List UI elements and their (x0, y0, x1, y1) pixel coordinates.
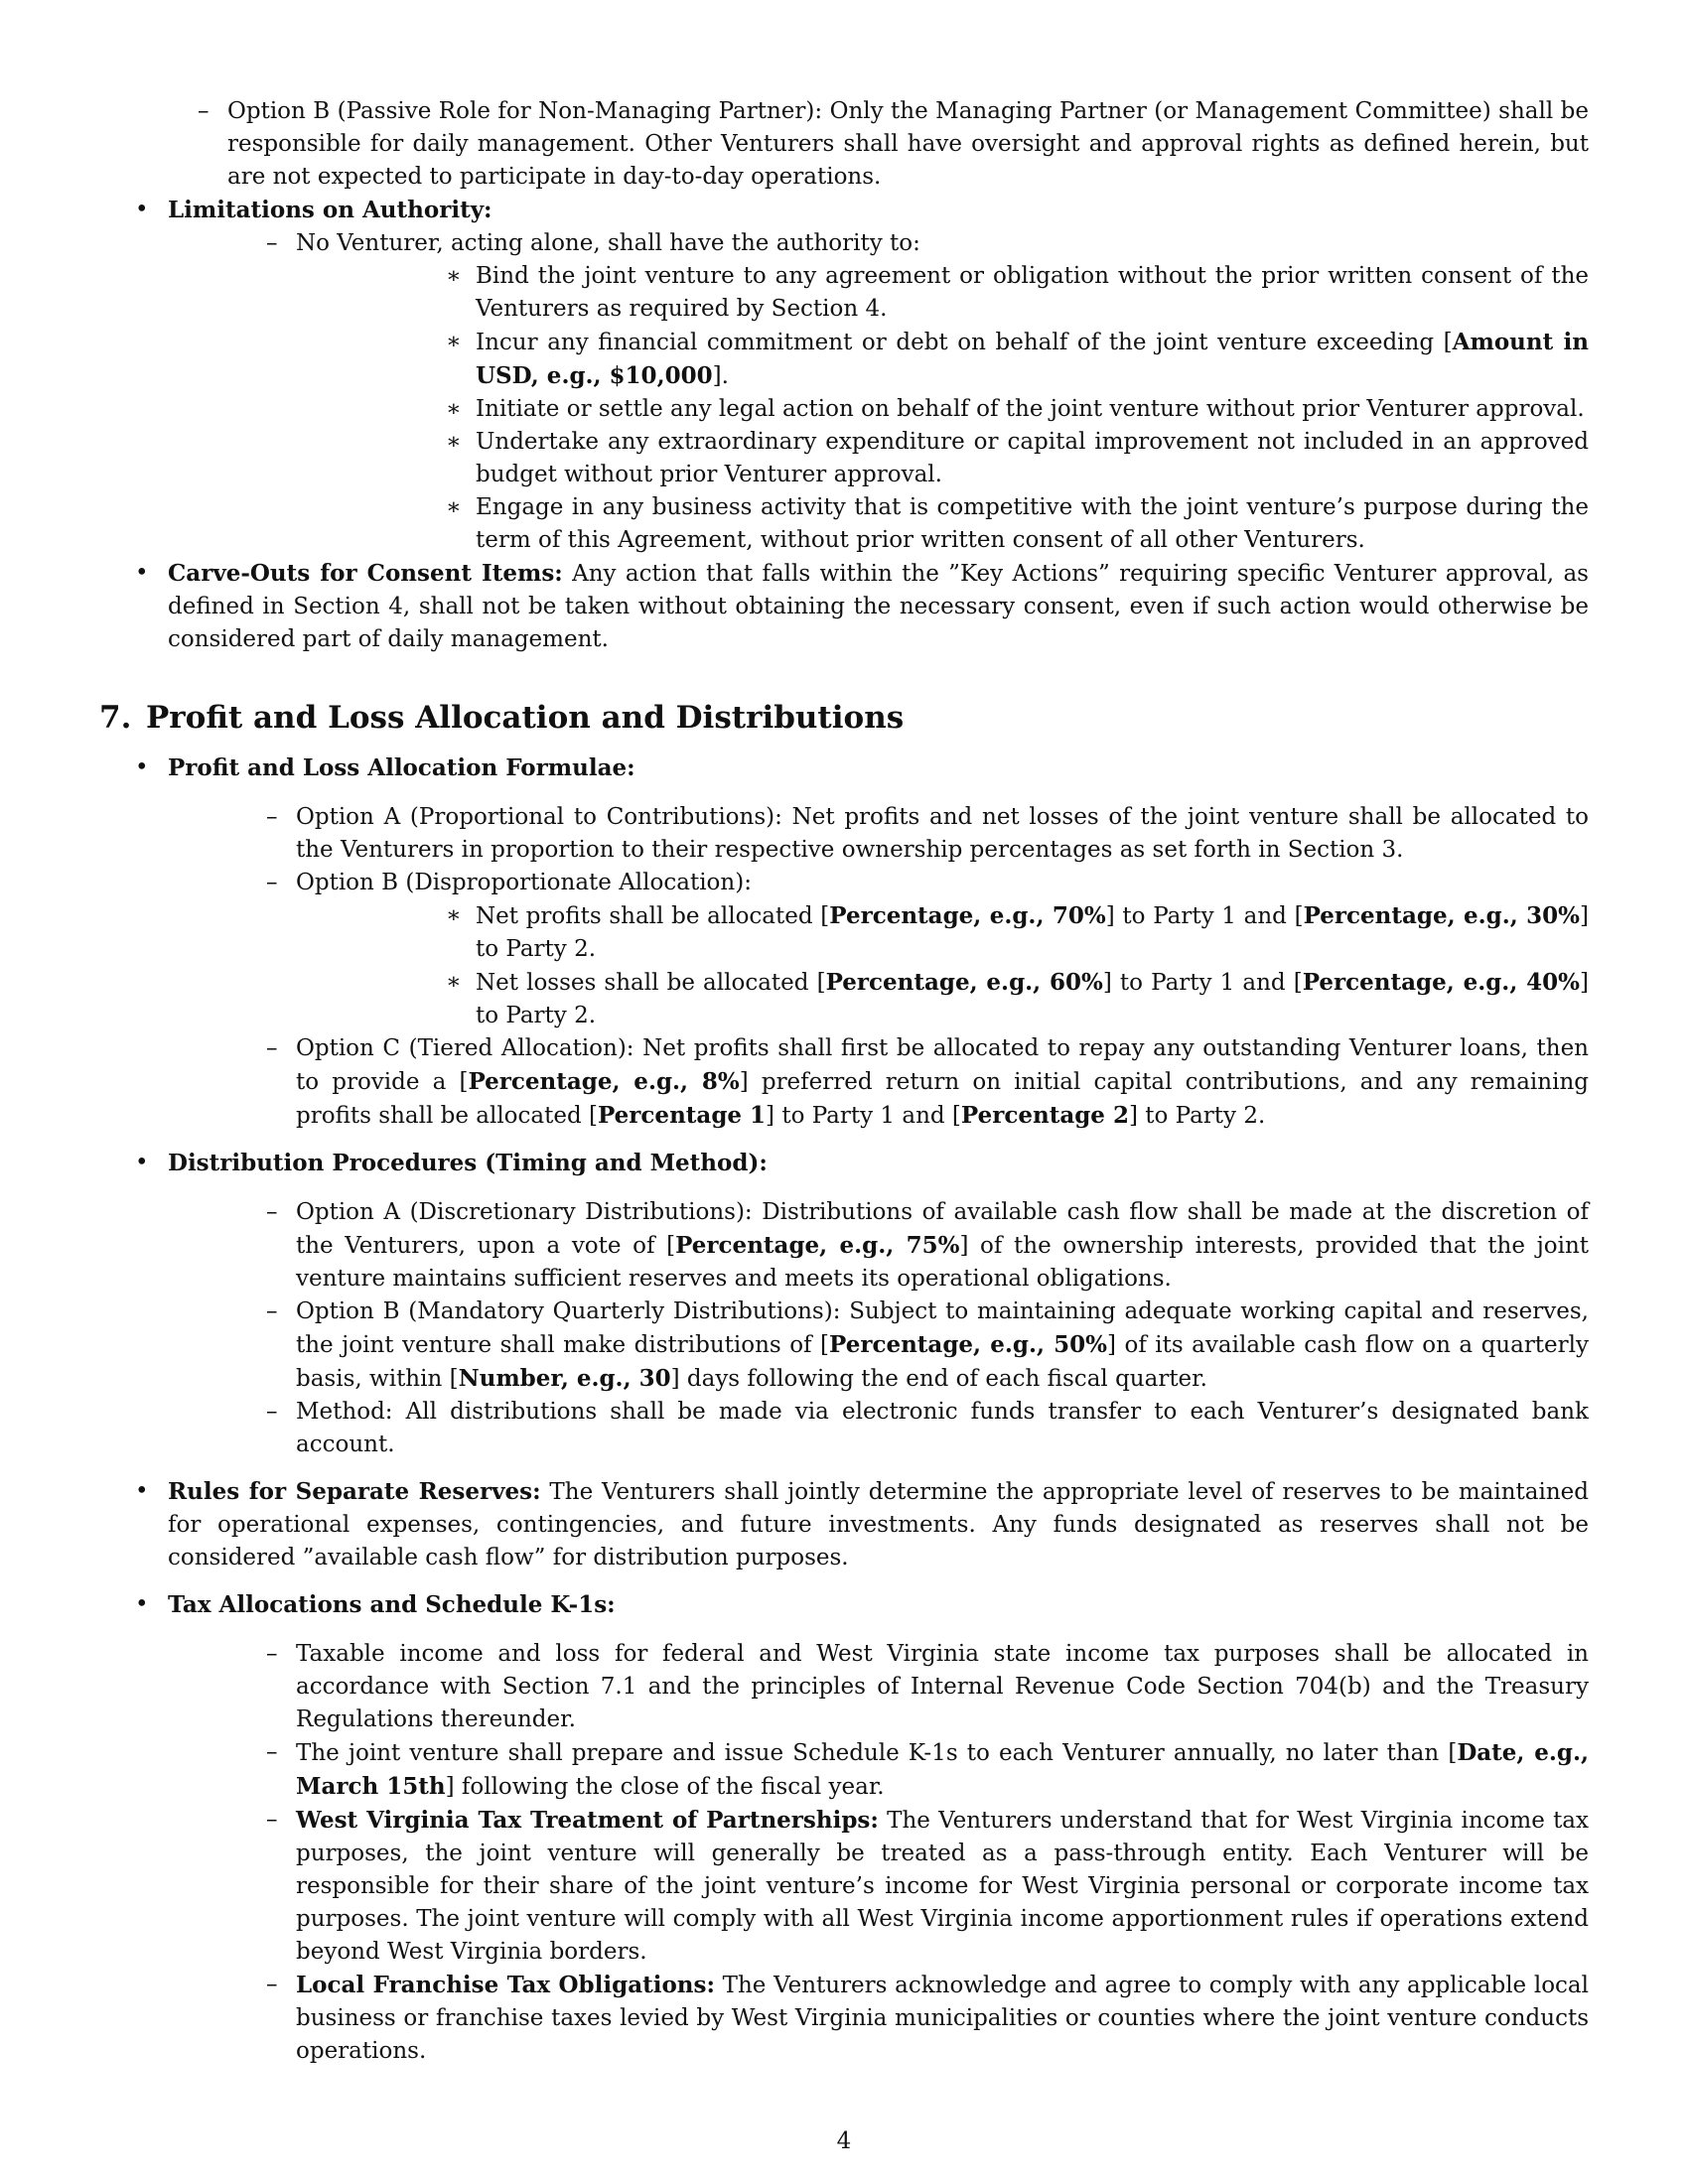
limitations-heading: Limitations on Authority: (168, 197, 492, 223)
limitation-competition: ∗ Engage in any business activity that is competitive with the joint venture’s purpose during the term of this Agreement, without prior written consent of all other Venturers. (296, 491, 1589, 557)
limitations-item (99, 194, 1589, 557)
tax-k1: – The joint venture shall prepare and issue Schedule K-1s to each Venturer annually, no later than [Date, e.g., March 15th] following the close of the fiscal year. (168, 1736, 1589, 1804)
pl-option-c: – Option C (Tiered Allocation): Net profits shall first be allocated to repay any outstanding Venturer loans, then to provide a [Percentage, e.g., 8%] preferred return on initial capital contributions, and any remaining profits shall be allocated [Percentage 1] to Party 1 and [Percentage 2] to Party 2. (168, 1032, 1589, 1133)
distribution-item (99, 1147, 1589, 1461)
distribution-heading: Distribution Procedures (Timing and Method): (168, 1150, 768, 1176)
section-7-title: 7. Profit and Loss Allocation and Distributions (99, 700, 905, 736)
limitation-expenditure: ∗ Undertake any extraordinary expenditure or capital improvement not included in an approved budget without prior Venturer approval. (296, 426, 1589, 491)
dist-option-b: – Option B (Mandatory Quarterly Distributions): Subject to maintaining adequate working capital and reserves, the joint venture shall make distributions of [Percentage, e.g., 50%] of its available cash flow on a quarterly basis, within [Number, e.g., 30] days following the end of each fiscal quarter. (168, 1296, 1589, 1396)
tax-local-franchise: – Local Franchise Tax Obligations: The Venturers acknowledge and agree to comply with any applicable local business or franchise taxes levied by West Virginia municipalities or counties where the joint venture conducts operations. (168, 1969, 1589, 2068)
limitations-intro: – No Venturer, acting alone, shall have the authority to: ∗ Bind the joint venture to any agreement or obligation without the prior written consent of the Venturers as required by Section 4. ∗ Incur any financial commitment or debt on behalf of the joint venture exceeding [Amount in USD, e.g., $10,000]. ∗ Initiate or settle any legal action on behalf of the joint venture without prior Venturer approval. ∗ Undertake any extraordinary expenditure or capital improvement not included in an approved budget without prior Venturer approval. ∗ Engage in any business activity that is competitive with the joint venture’s purpose during the term of this Agreement, without prior written consent of all other Venturers. (168, 227, 1589, 557)
carveouts-item: • Carve-Outs for Consent Items: Any action that falls within the ”Key Actions” requiring specific Venturer approval, as defined in Section 4, shall not be taken without obtaining the necessary consent, even if such action would otherwise be considered part of daily management. (99, 557, 1589, 656)
page-content (99, 95, 1589, 2068)
carveouts-heading: Carve-Outs for Consent Items: (168, 560, 563, 587)
limitations-list (99, 194, 1589, 656)
tax-allocation: – Taxable income and loss for federal and West Virginia state income tax purposes shall be allocated in accordance with Section 7.1 and the principles of Internal Revenue Code Section 704(b) and the Treasury Regulations thereunder. (168, 1638, 1589, 1736)
limitation-debt: ∗ Incur any financial commitment or debt on behalf of the joint venture exceeding [Amount in USD, e.g., $10,000]. (296, 326, 1589, 393)
pl-net-profits: ∗ Net profits shall be allocated [Percentage, e.g., 70%] to Party 1 and [Percentage, e.g., 30%] to Party 2. (296, 899, 1589, 966)
reserves-heading: Rules for Separate Reserves: (168, 1478, 541, 1505)
pl-option-a: – Option A (Proportional to Contributions): Net profits and net losses of the joint venture shall be allocated to the Venturers in proportion to their respective ownership percentages as set forth in Section 3. (168, 801, 1589, 867)
page-number: 4 (836, 2128, 852, 2154)
option-b-passive-role: – Option B (Passive Role for Non-Managing Partner): Only the Managing Partner (or Management Committee) shall be responsible for daily management. Other Venturers shall have oversight and approval rights as defined herein, but are not expected to participate in day-to-day operations. (99, 95, 1589, 194)
pl-allocation-item (99, 751, 1589, 1133)
pl-option-b: – Option B (Disproportionate Allocation): ∗ Net profits shall be allocated [Percentage, e.g., 70%] to Party 1 and [Percentage, e.g., 30%] to Party 2. ∗ Net losses shall be allocated [Percentage, e.g., 60%] to Party 1 and [Percentage, e.g., 40%] to Party 2. (168, 867, 1589, 1032)
section-7-list (99, 751, 1589, 2068)
dist-method: – Method: All distributions shall be made via electronic funds transfer to each Venturer’s designated bank account. (168, 1396, 1589, 1461)
tax-heading: Tax Allocations and Schedule K-1s: (168, 1591, 616, 1618)
pl-heading: Profit and Loss Allocation Formulae: (168, 754, 635, 781)
limitation-legal: ∗ Initiate or settle any legal action on behalf of the joint venture without prior Venturer approval. (296, 393, 1589, 426)
tax-wv-treatment: – West Virginia Tax Treatment of Partnerships: The Venturers understand that for West Virginia income tax purposes, the joint venture will generally be treated as a pass-through entity. Each Venturer will be responsible for their share of the joint venture’s income for West Virginia personal or corporate income tax purposes. The joint venture will comply with all West Virginia income apportionment rules if operations extend beyond West Virginia borders. (168, 1804, 1589, 1969)
dist-option-a: – Option A (Discretionary Distributions): Distributions of available cash flow shall be made at the discretion of the Venturers, upon a vote of [Percentage, e.g., 75%] of the ownership interests, provided that the joint venture maintains sufficient reserves and meets its operational obligations. (168, 1196, 1589, 1296)
pl-net-losses: ∗ Net losses shall be allocated [Percentage, e.g., 60%] to Party 1 and [Percentage, e.g., 40%] to Party 2. (296, 966, 1589, 1032)
reserves-item: • Rules for Separate Reserves: The Venturers shall jointly determine the appropriate level of reserves to be maintained for operational expenses, contingencies, and future investments. Any funds designated as reserves shall not be considered ”available cash flow” for distribution purposes. (99, 1475, 1589, 1574)
section-6-continued (99, 95, 1589, 194)
tax-item (99, 1588, 1589, 2068)
limitation-bind: ∗ Bind the joint venture to any agreement or obligation without the prior written consent of the Venturers as required by Section 4. (296, 260, 1589, 326)
